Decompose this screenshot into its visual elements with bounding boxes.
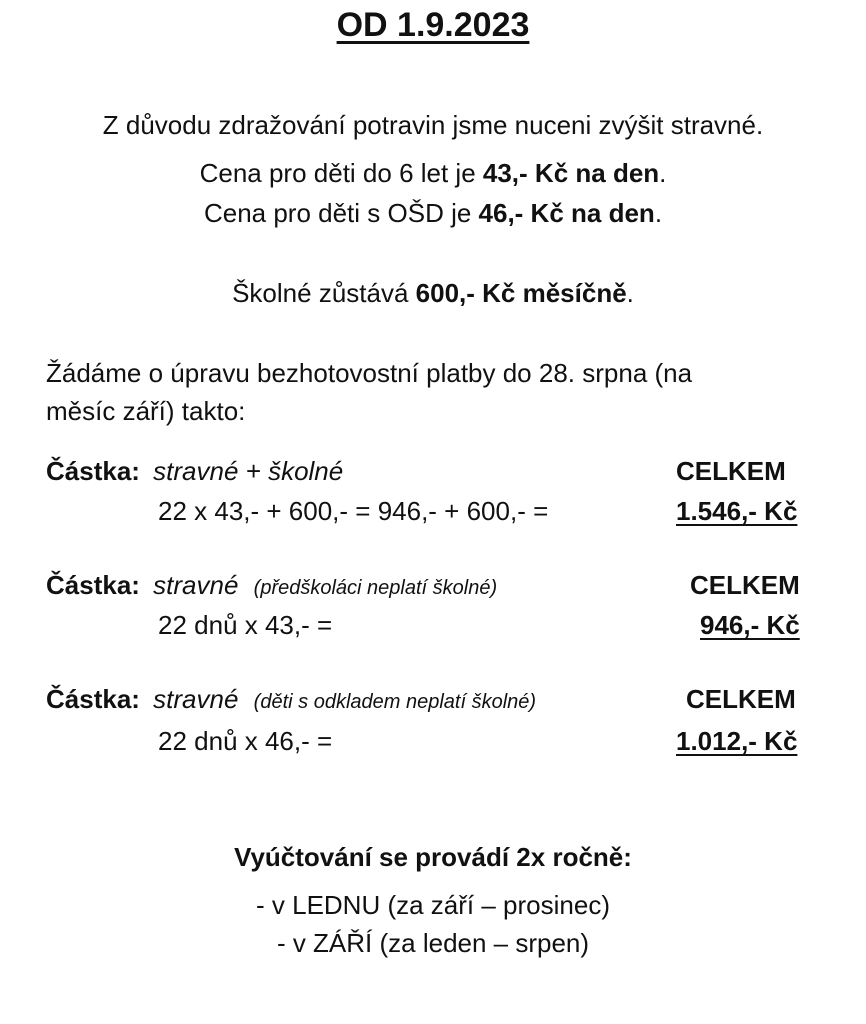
section-3-formula: 22 dnů x 46,- = — [158, 726, 333, 756]
price-osd-line — [0, 198, 866, 229]
section-3-total-label-text: CELKEM — [686, 684, 796, 714]
section-1-desc: stravné + školné — [153, 456, 344, 486]
intro-line: Z důvodu zdražování potravin jsme nuceni zvýšit stravné. — [102, 110, 764, 140]
section-2-formula: 22 dnů x 43,- = — [158, 610, 333, 640]
section-2-total — [700, 610, 800, 641]
tuition-line — [0, 278, 866, 309]
tuition-prefix: Školné zůstává — [232, 278, 416, 308]
section-2-header — [46, 570, 497, 601]
section-1-header — [46, 456, 343, 487]
price-osd-prefix: Cena pro děti s OŠD je — [203, 198, 479, 228]
section-3-total-value: 1.012,- Kč — [676, 726, 798, 756]
section-2-note: (předškoláci neplatí školné) — [253, 577, 498, 599]
tuition-suffix: . — [626, 278, 634, 308]
section-1-total-label-text: CELKEM — [676, 456, 786, 486]
document-title: OD 1.9.2023 — [336, 6, 530, 44]
section-1-label: Částka: — [46, 456, 140, 486]
section-3-header — [46, 684, 536, 715]
section-1-formula: 22 x 43,- + 600,- = 946,- + 600,- = — [158, 496, 549, 526]
section-3-note: (děti s odkladem neplatí školné) — [253, 691, 537, 713]
price-children-prefix: Cena pro děti do 6 let je — [199, 158, 483, 188]
section-3-total-label — [686, 684, 796, 715]
price-osd-suffix: . — [654, 198, 663, 228]
billing-heading — [0, 842, 866, 873]
section-2-total-label — [690, 570, 800, 601]
section-2-label: Částka: — [46, 570, 140, 600]
request-line-2: měsíc září) takto: — [46, 396, 246, 426]
section-3-label: Částka: — [46, 684, 140, 714]
price-children-suffix: . — [659, 158, 667, 188]
section-2-total-label-text: CELKEM — [690, 570, 800, 600]
price-osd-value: 46,- Kč na den — [478, 198, 655, 228]
section-1-total-label — [676, 456, 786, 487]
billing-heading-text: Vyúčtování se provádí 2x ročně: — [234, 842, 632, 872]
price-children-line — [0, 158, 866, 189]
section-1-total — [676, 496, 797, 527]
section-2-desc: stravné — [153, 570, 239, 600]
billing-item-2: - v ZÁŘÍ (za leden – srpen) — [276, 928, 590, 958]
section-1-total-value: 1.546,- Kč — [676, 496, 798, 526]
tuition-value: 600,- Kč měsíčně — [415, 278, 627, 308]
section-2-total-value: 946,- Kč — [700, 610, 800, 640]
section-3-total — [676, 726, 797, 757]
billing-item-1: - v LEDNU (za září – prosinec) — [256, 890, 610, 920]
price-children-value: 43,- Kč na den — [482, 158, 660, 188]
request-line-1: Žádáme o úpravu bezhotovostní platby do 28. srpna (na — [46, 358, 693, 388]
section-3-desc: stravné — [153, 684, 239, 714]
